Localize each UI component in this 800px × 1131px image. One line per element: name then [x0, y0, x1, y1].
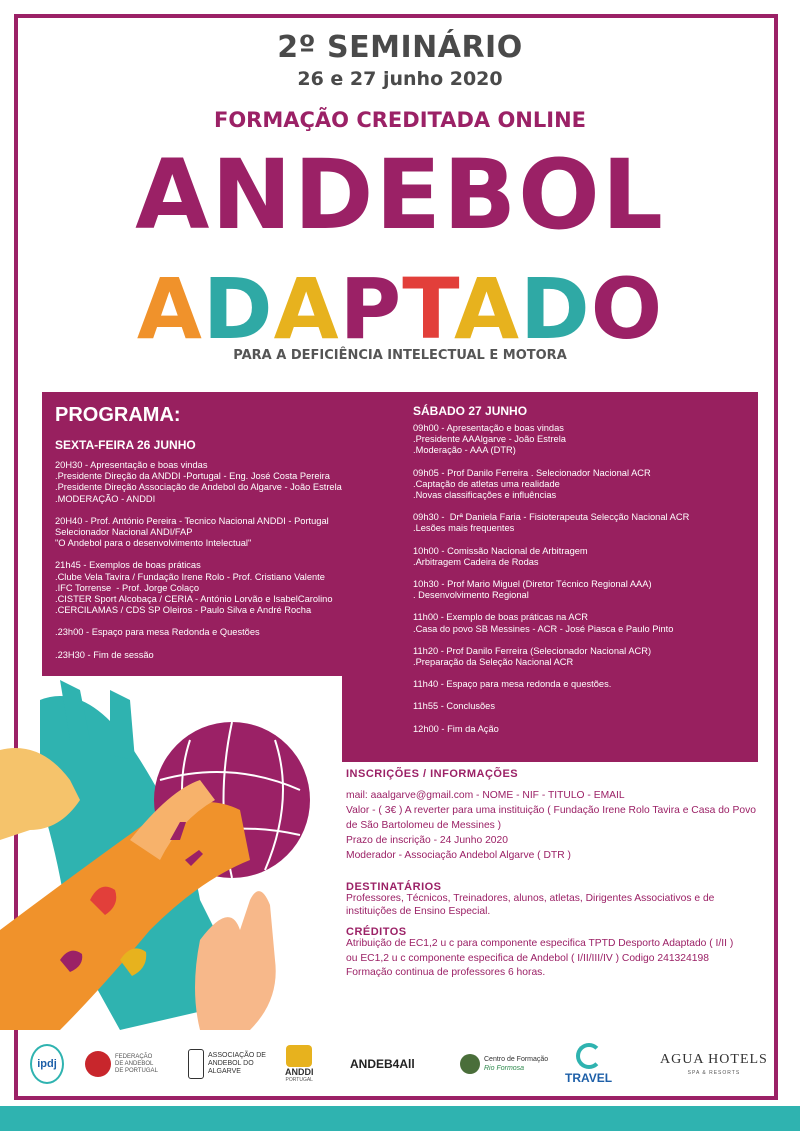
text-line	[55, 549, 342, 560]
anddi-logo: ANDDI PORTUGAL	[285, 1036, 314, 1092]
text-line: ou EC1,2 u c componente especifica de Andebol ( I/II/III/IV ) Codigo 241324198	[346, 952, 709, 964]
text-line	[413, 635, 689, 646]
text-line	[55, 616, 342, 627]
destinatarios-title: DESTINATÁRIOS	[346, 881, 442, 893]
bird-icon	[460, 1054, 480, 1074]
text-line: .MODERAÇÃO - ANDDI	[55, 493, 156, 504]
tagline: PARA A DEFICIÊNCIA INTELECTUAL E MOTORA	[233, 348, 567, 363]
fap-logo: FEDERAÇÃO DE ANDEBOL DE PORTUGAL	[85, 1036, 158, 1092]
text-line: . Desenvolvimento Regional	[413, 590, 529, 601]
aaa-shield-icon	[188, 1049, 204, 1079]
adaptado-letter: D	[519, 260, 591, 358]
friday-schedule	[55, 460, 342, 661]
text-line	[413, 568, 689, 579]
anddi-icon	[286, 1045, 312, 1067]
sponsor-logos	[30, 1036, 790, 1092]
fap-icon	[85, 1051, 111, 1077]
inscricoes-info	[346, 788, 756, 863]
saturday-schedule	[413, 423, 689, 735]
text-line: 09h05 - Prof Danilo Ferreira . Selecionador Nacional ACR	[413, 467, 651, 478]
text-line	[413, 501, 689, 512]
text-line: 21h45 - Exemplos de boas práticas	[55, 560, 201, 571]
text-line: 10h00 - Comissão Nacional de Arbitragem	[413, 545, 588, 556]
text-line: 09h00 - Apresentação e boas vindas	[413, 423, 564, 433]
text-line	[413, 535, 689, 546]
destinatarios-info	[346, 892, 714, 918]
ipdj-logo	[30, 1036, 64, 1092]
text-line: .Preparação da Seleção Nacional ACR	[413, 657, 574, 668]
text-line: .23H30 - Fim de sessão	[55, 649, 154, 660]
text-line: .Casa do povo SB Messines - ACR - José Piasca e Paulo Pinto	[413, 623, 674, 634]
program-title: PROGRAMA:	[55, 404, 181, 426]
text-line: .IFC Torrense - Prof. Jorge Colaço	[55, 582, 199, 593]
text-line	[413, 690, 689, 701]
text-line: 12h00 - Fim da Ação	[413, 723, 499, 734]
text-line: 11h40 - Espaço para mesa redonda e questões.	[413, 679, 612, 690]
text-line: Atribuição de EC1,2 u c para componente especifica TPTD Desporto Adaptado ( I/II )	[346, 938, 734, 949]
adaptado-letter: P	[339, 260, 403, 358]
text-line: Selecionador Nacional ANDI/FAP	[55, 527, 193, 538]
adaptado-letter: A	[453, 260, 520, 358]
adaptado-letter: A	[273, 260, 340, 358]
adaptado-letter: A	[136, 260, 203, 358]
text-line: mail: aaalgarve@gmail.com - NOME - NIF - TITULO - EMAIL	[346, 790, 625, 801]
main-title: ANDEBOL	[135, 139, 665, 251]
text-line: .Lesões mais frequentes	[413, 523, 515, 534]
adaptado-letter: T	[402, 260, 454, 358]
friday-title: SEXTA-FEIRA 26 JUNHO	[55, 438, 196, 452]
text-line: .Captação de atletas uma realidade	[413, 478, 560, 489]
adaptado-letter: D	[202, 260, 274, 358]
text-line: 11h55 - Conclusões	[413, 701, 496, 712]
inscricoes-title: INSCRIÇÕES / INFORMAÇÕES	[346, 768, 519, 780]
text-line: Moderador - Associação Andebol Algarve ( DTR )	[346, 850, 571, 861]
text-line: .Presidente Direção da ANDDI -Portugal - Eng. José Costa Pereira	[55, 471, 330, 482]
text-line	[413, 668, 689, 679]
text-line: 20H40 - Prof. António Pereira - Tecnico Nacional ANDDI - Portugal	[55, 515, 329, 526]
text-line: .Arbitragem Cadeira de Rodas	[413, 556, 539, 567]
text-line: Professores, Técnicos, Treinadores, alunos, atletas, Dirigentes Associativos e de	[346, 893, 715, 904]
text-line: .CISTER Sport Alcobaça / CERIA - António Lorvão e IsabelCarolino	[55, 594, 333, 605]
centro-formacao-logo: Centro de Formação Rio Formosa	[460, 1036, 548, 1092]
aaa-logo: ASSOCIAÇÃO DE ANDEBOL DO ALGARVE	[188, 1036, 266, 1092]
text-line: .23h00 - Espaço para mesa Redonda e Questões	[55, 627, 260, 638]
text-line	[413, 713, 689, 724]
text-line: 20H30 - Apresentação e boas vindas	[55, 460, 208, 470]
text-line: .CERCILAMAS / CDS SP Oleiros - Paulo Silva e André Rocha	[55, 605, 312, 616]
ipdj-icon: ipdj	[30, 1044, 64, 1084]
text-line: instituições de Ensino Especial.	[346, 906, 491, 917]
bottom-bar	[0, 1106, 800, 1131]
text-line	[413, 457, 689, 468]
text-line: .Novas classificações e influências	[413, 490, 557, 501]
creditos-title: CRÉDITOS	[346, 926, 407, 938]
text-line: .Presidente AAAlgarve - João Estrela	[413, 434, 566, 445]
text-line: Formação continua de professores 6 horas.	[346, 967, 546, 978]
andeb4all-logo: ANDEB4All	[350, 1057, 415, 1071]
text-line: Prazo de inscrição - 24 Junho 2020	[346, 835, 508, 846]
text-line: .Clube Vela Tavira / Fundação Irene Rolo - Prof. Cristiano Valente	[55, 571, 325, 582]
text-line: 11h00 - Exemplo de boas práticas na ACR	[413, 612, 589, 623]
text-line	[55, 505, 342, 516]
text-line: Valor - ( 3€ ) A reverter para uma instituição ( Fundação Irene Rolo Tavira e Casa do Povo	[346, 805, 756, 816]
agua-hotels-logo: AGUA HOTELS SPA & RESORTS	[660, 1052, 768, 1076]
text-line: 10h30 - Prof Mario Miguel (Diretor Técnico Regional AAA)	[413, 579, 652, 590]
text-line	[55, 639, 342, 650]
text-line: "O Andebol para o desenvolvimento Intelectual"	[55, 538, 252, 549]
text-line: .Presidente Direção Associação de Andebol do Algarve - João Estrela	[55, 482, 342, 493]
text-line: de São Bartolomeu de Messines )	[346, 820, 502, 831]
text-line: 11h20 - Prof Danilo Ferreira (Selecionador Nacional ACR)	[413, 645, 652, 656]
seminar-title: 2º SEMINÁRIO	[277, 30, 523, 65]
saturday-title: SÁBADO 27 JUNHO	[413, 404, 528, 418]
online-label: FORMAÇÃO CREDITADA ONLINE	[213, 108, 586, 132]
adaptado-letter: O	[590, 260, 664, 358]
seminar-dates: 26 e 27 junho 2020	[297, 68, 503, 90]
creditos-info	[346, 937, 733, 981]
text-line: 09h30 - Drª Daniela Faria - Fisioterapeuta Selecção Nacional ACR	[413, 512, 690, 523]
text-line: .Moderação - AAA (DTR)	[413, 445, 516, 456]
c-icon	[576, 1043, 602, 1069]
text-line	[413, 601, 689, 612]
ctravel-logo: TRAVEL	[565, 1036, 612, 1092]
